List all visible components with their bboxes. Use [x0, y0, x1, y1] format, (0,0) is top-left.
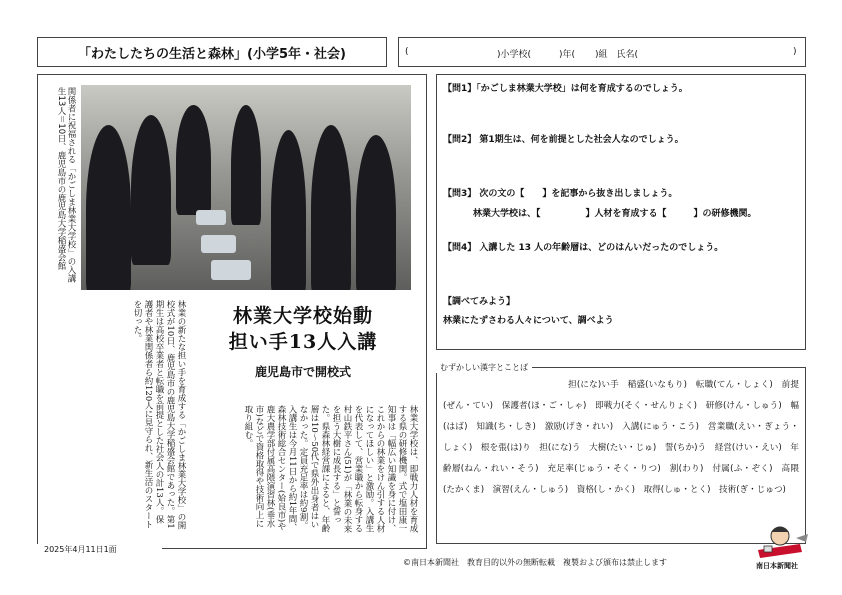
- worksheet-title: 「わたしたちの生活と森林」(小学5年・社会): [78, 46, 346, 62]
- article-body-col-2: 林業大学校は、即戦力人材を育成する県の研修機関。式で塩田康一知事は「幅広い知識を身に付け、これからの林業をけん引する人材になってほしい」と激励。入講生を代表して、営業職から転身する村山鉄平さん(51)が「林業の未来を担う大樹に成長する」と誓った。県森林経営課によると、年齢層は10〜50代で県外出身者はいなかった。定員充足率は約9割。入講生は今月11日から約1年間、森林技術総合センター(姶良市)や鹿大農学部付属高隈演習林(垂水市)などで資格取得や技術向上に取り組む。: [243, 405, 418, 533]
- vocabulary-title: むずかしい漢字とことば: [436, 362, 532, 373]
- article-body-col-1: 林業の新たな担い手を育成する「かごしま林業大学校」の開校式が10日、鹿児島市の鹿児島大学稲盛会館であった。第1期生は高校卒業者と転職を前提とした社会人の計13人。保護者や林業関係者ら約120人に見守られ、新生活のスタートを切った。: [132, 300, 186, 530]
- research-text: 林業にたずさわる人々について、調べよう: [443, 316, 614, 326]
- newspaper-clipping: [37, 74, 427, 549]
- ceremony-photo: [81, 85, 411, 290]
- worksheet-title-box: [37, 37, 387, 67]
- vocabulary-text: 担(にな)い手 稲盛(いなもり) 転職(てん・しょく) 前提(ぜん・てい) 保護者(ほ・ご・しゃ) 即戦力(そく・せんりょく) 研修(けん・しゅう) 幅(はば) 知識(ち・しき) 激励(げき・れい) 入講(にゅう・こう) 営業職(えい・ぎょう・しょく) 根を張(は)り 担(にな)う 大樹(たい・じゅ) 誓(ちか)う 経営(けい・えい) 年齢層(ねん・れい・そう) 充足率(じゅう・そく・りつ) 割(わり) 付属(ふ・ぞく) 高隈(たかくま) 演習(えん・しゅう) 資格(し・かく) 取得(しゅ・とく) 技術(ぎ・じゅつ): [443, 380, 799, 495]
- question-2: 【問2】 第1期生は、何を前提とした社会人なのでしょう。: [443, 135, 684, 145]
- question-3: 【問3】 次の文の【 】を記事から抜き出しましょう。: [443, 189, 678, 199]
- question-3-sentence: 林業大学校は、【 】人材を育成する【 】の研修機関。: [473, 209, 757, 219]
- copyright-notice: ©南日本新聞社 教育目的以外の無断転載 複製および頒布は禁止します: [403, 558, 667, 567]
- questions-panel: [436, 74, 806, 350]
- name-close-paren: ): [793, 47, 797, 57]
- article-dateline: 2025年4月11日1面: [36, 544, 162, 555]
- research-title: 【調べてみよう】: [443, 297, 516, 307]
- student-name-line: [398, 37, 806, 67]
- newspaper-logo-text: 南日本新聞社: [756, 562, 798, 570]
- headline-subtitle: 鹿児島市で開校式: [254, 365, 351, 379]
- question-1: 【問1】「かごしま林業大学校」は何を育成するのでしょう。: [443, 84, 688, 94]
- grade-field-label: )年(: [559, 50, 576, 60]
- headline-line-1: 林業大学校始動: [232, 305, 373, 327]
- vocabulary-list: [443, 375, 799, 501]
- class-name-field-label: )組 氏名(: [595, 50, 639, 60]
- article-headline: [193, 303, 413, 380]
- school-field-label: )小学校(: [497, 50, 532, 60]
- vocabulary-panel: [436, 367, 806, 544]
- name-open-paren: (: [405, 47, 409, 57]
- photo-caption: 関係者に祝福される「かごしま林業大学校」の入講生13人＝10日、鹿児島市の鹿児島大学稲盛会館: [56, 87, 76, 283]
- question-4: 【問4】 入講した 13 人の年齢層は、どのはんいだったのでしょう。: [443, 243, 724, 253]
- headline-line-2: 担い手13人入講: [228, 331, 378, 353]
